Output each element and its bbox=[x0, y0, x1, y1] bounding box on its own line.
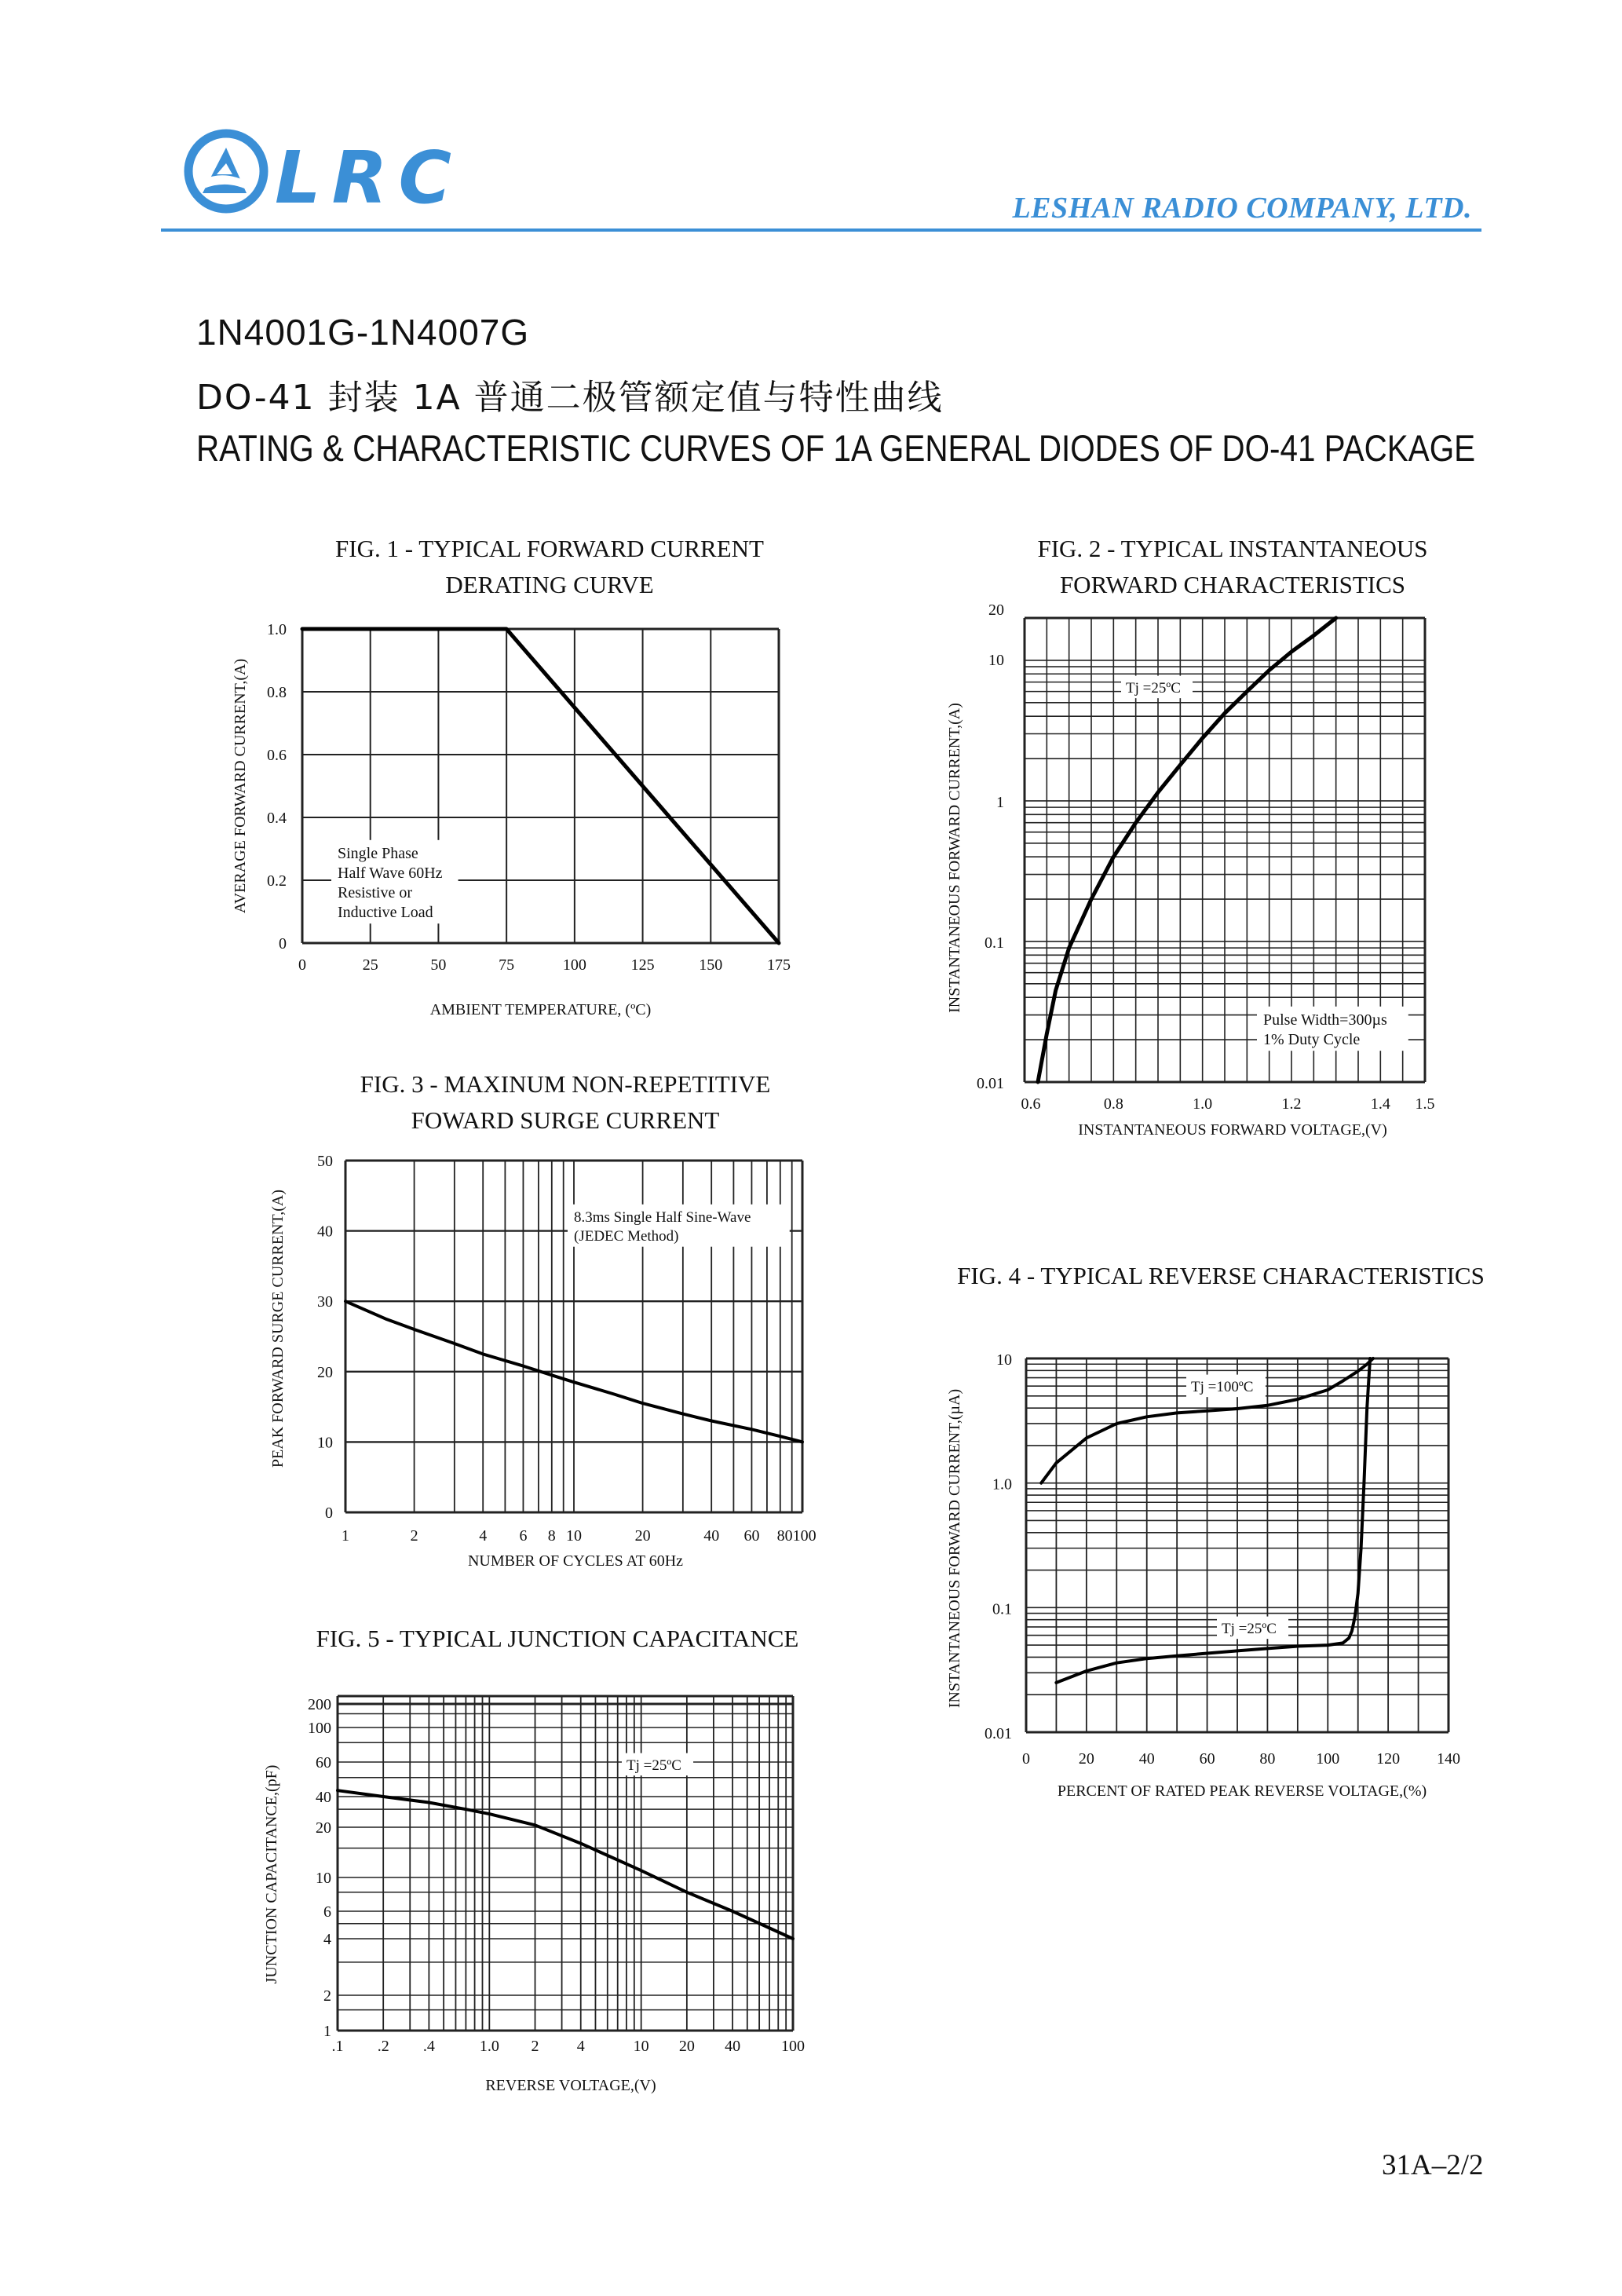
fig2-x-tick-label: 1.2 bbox=[1281, 1095, 1302, 1113]
fig3-y-tick-label: 40 bbox=[317, 1223, 333, 1241]
logo-text: LRC bbox=[275, 136, 462, 218]
fig4-x-tick-label: 140 bbox=[1437, 1750, 1460, 1768]
fig1-y-tick-label: 1.0 bbox=[267, 621, 287, 638]
fig5-x-tick-label: 20 bbox=[678, 2038, 695, 2055]
fig2-pulse-label-line: 1% Duty Cycle bbox=[1263, 1031, 1361, 1048]
fig5-y-tick-label: 100 bbox=[308, 1720, 331, 1737]
fig5-x-tick-label: .2 bbox=[377, 2038, 389, 2055]
fig3-x-tick-label: 8 bbox=[547, 1527, 556, 1545]
fig3-x-tick-label: 80100 bbox=[776, 1527, 816, 1545]
fig4-y-tick-label: 0.1 bbox=[992, 1600, 1012, 1618]
fig1-x-tick-label: 125 bbox=[630, 956, 655, 974]
fig3-title-line2: FOWARD SURGE CURRENT bbox=[411, 1106, 720, 1134]
fig3-annotation-line: 8.3ms Single Half Sine-Wave bbox=[574, 1209, 751, 1226]
fig1-x-axis-label: AMBIENT TEMPERATURE, (ºC) bbox=[429, 1001, 652, 1018]
fig4-y-tick-label: 10 bbox=[996, 1351, 1012, 1369]
fig1-title-line1: FIG. 1 - TYPICAL FORWARD CURRENT bbox=[335, 535, 764, 562]
fig5-x-tick-label: .4 bbox=[422, 2038, 435, 2055]
fig1-y-tick-label: 0.6 bbox=[267, 747, 287, 764]
fig3-y-tick-label: 10 bbox=[317, 1434, 333, 1452]
fig3-x-tick-label: 20 bbox=[634, 1527, 651, 1545]
company-name: LESHAN RADIO COMPANY, LTD. bbox=[1012, 192, 1472, 225]
fig5-x-tick-label: 40 bbox=[725, 2038, 741, 2055]
fig3-x-tick-label: 10 bbox=[566, 1527, 582, 1545]
fig5-x-tick-label: 4 bbox=[576, 2038, 585, 2055]
fig2-y-tick-label: 1 bbox=[996, 793, 1004, 811]
fig2-y-tick-label: 20 bbox=[988, 601, 1004, 619]
fig5-y-tick-label: 20 bbox=[316, 1819, 331, 1837]
fig3-y-tick-label: 0 bbox=[325, 1504, 333, 1522]
fig5-title-line1: FIG. 5 - TYPICAL JUNCTION CAPACITANCE bbox=[316, 1625, 799, 1652]
fig1-y-tick-label: 0.8 bbox=[267, 684, 287, 701]
fig2-y-axis-label: INSTANTANEOUS FORWARD CURRENT,(A) bbox=[946, 703, 963, 1013]
fig2-pulse-label-line: Pulse Width=300µs bbox=[1263, 1011, 1387, 1029]
fig5-x-tick-label: 1.0 bbox=[479, 2038, 499, 2055]
fig1-x-tick-label: 50 bbox=[430, 956, 447, 974]
fig2-y-tick-label: 0.01 bbox=[977, 1075, 1004, 1092]
fig1-x-tick-label: 100 bbox=[562, 956, 586, 974]
fig5-x-tick-label: 100 bbox=[781, 2038, 805, 2055]
fig3-x-axis-label: NUMBER OF CYCLES AT 60Hz bbox=[467, 1552, 684, 1570]
fig5-y-tick-label: 10 bbox=[316, 1870, 331, 1887]
fig2-x-tick-label: 1.4 bbox=[1370, 1095, 1390, 1113]
fig1-y-tick-label: 0.2 bbox=[267, 872, 287, 890]
fig2-tj-label-line: Tj =25ºC bbox=[1126, 680, 1181, 696]
fig4-y-tick-label: 0.01 bbox=[985, 1725, 1012, 1742]
part-numbers-title: 1N4001G-1N4007G bbox=[196, 312, 530, 353]
fig3-x-tick-label: 40 bbox=[703, 1527, 720, 1545]
fig3-x-tick-label: 4 bbox=[479, 1527, 488, 1545]
fig3-x-tick-label: 2 bbox=[410, 1527, 418, 1545]
fig4-x-tick-label: 0 bbox=[1022, 1750, 1030, 1768]
fig3-x-tick-label: 60 bbox=[743, 1527, 760, 1545]
fig5-y-tick-label: 2 bbox=[323, 1987, 331, 2005]
fig1-x-tick-label: 75 bbox=[499, 956, 515, 974]
fig2-title-line2: FORWARD CHARACTERISTICS bbox=[1059, 571, 1406, 598]
fig5-y-tick-label: 200 bbox=[308, 1696, 331, 1713]
fig4-title-line1: FIG. 4 - TYPICAL REVERSE CHARACTERISTICS bbox=[957, 1262, 1485, 1289]
fig1-x-tick-label: 150 bbox=[699, 956, 723, 974]
fig3-x-tick-label: 1 bbox=[342, 1527, 349, 1545]
fig4-tj100-label-line: Tj =100ºC bbox=[1191, 1379, 1254, 1395]
fig4-x-tick-label: 40 bbox=[1138, 1750, 1155, 1768]
fig5-x-tick-label: 2 bbox=[531, 2038, 539, 2055]
fig4-x-tick-label: 80 bbox=[1259, 1750, 1276, 1768]
fig5-y-axis-label: JUNCTION CAPACITANCE,(pF) bbox=[263, 1764, 280, 1984]
fig4-x-axis-label: PERCENT OF RATED PEAK REVERSE VOLTAGE,(%) bbox=[1057, 1782, 1427, 1800]
fig3-y-axis-label: PEAK FORWARD SURGE CURRENT,(A) bbox=[269, 1189, 287, 1468]
fig2-x-tick-label: 0.6 bbox=[1021, 1095, 1041, 1113]
fig4-x-tick-label: 100 bbox=[1316, 1750, 1340, 1768]
fig2-x-tick-label: 1.5 bbox=[1415, 1095, 1435, 1113]
fig1-x-tick-label: 175 bbox=[767, 956, 791, 974]
fig2-y-tick-label: 0.1 bbox=[985, 934, 1004, 952]
page-number: 31A–2/2 bbox=[1382, 2149, 1484, 2181]
fig4-x-tick-label: 20 bbox=[1078, 1750, 1094, 1768]
fig5-y-tick-label: 40 bbox=[316, 1789, 331, 1806]
fig1-x-tick-label: 25 bbox=[362, 956, 378, 974]
fig1-annotation-line: Single Phase bbox=[338, 845, 418, 862]
fig3-y-tick-label: 50 bbox=[317, 1153, 333, 1170]
fig4-y-tick-label: 1.0 bbox=[992, 1475, 1012, 1493]
fig2-title-line1: FIG. 2 - TYPICAL INSTANTANEOUS bbox=[1037, 535, 1428, 562]
fig5-y-tick-label: 1 bbox=[323, 2023, 331, 2040]
fig4-tj25-label-line: Tj =25ºC bbox=[1222, 1621, 1277, 1637]
fig3-y-tick-label: 30 bbox=[317, 1293, 333, 1311]
fig1-annotation-line: Inductive Load bbox=[338, 904, 433, 921]
fig5-capacitance-curve bbox=[338, 1790, 793, 1939]
fig1-y-tick-label: 0 bbox=[279, 935, 287, 952]
fig3-x-tick-label: 6 bbox=[519, 1527, 528, 1545]
fig5-y-tick-label: 6 bbox=[323, 1903, 331, 1921]
fig2-y-tick-label: 10 bbox=[988, 651, 1004, 669]
fig2-x-tick-label: 1.0 bbox=[1193, 1095, 1213, 1113]
fig1-title-line2: DERATING CURVE bbox=[445, 571, 654, 598]
fig1-y-axis-label: AVERAGE FORWARD CURRENT,(A) bbox=[232, 658, 249, 914]
fig3-title-line1: FIG. 3 - MAXINUM NON-REPETITIVE bbox=[360, 1070, 771, 1098]
fig4-x-tick-label: 60 bbox=[1199, 1750, 1215, 1768]
fig4-x-tick-label: 120 bbox=[1376, 1750, 1401, 1768]
fig2-x-tick-label: 0.8 bbox=[1103, 1095, 1123, 1113]
fig1-annotation-line: Half Wave 60Hz bbox=[338, 865, 443, 882]
fig1-y-tick-label: 0.4 bbox=[267, 810, 287, 827]
fig3-annotation-line: (JEDEC Method) bbox=[574, 1227, 679, 1245]
fig1-x-tick-label: 0 bbox=[298, 956, 306, 974]
fig5-x-tick-label: .1 bbox=[331, 2038, 344, 2055]
fig5-x-tick-label: 10 bbox=[633, 2038, 649, 2055]
fig3-y-tick-label: 20 bbox=[317, 1363, 333, 1381]
fig2-x-axis-label: INSTANTANEOUS FORWARD VOLTAGE,(V) bbox=[1078, 1121, 1387, 1139]
fig4-y-axis-label: INSTANTANEOUS FORWARD CURRENT,(µA) bbox=[946, 1388, 963, 1709]
fig5-tj-label-line: Tj =25ºC bbox=[627, 1757, 681, 1774]
chinese-title: DO-41 封装 1A 普通二极管额定值与特性曲线 bbox=[196, 378, 944, 418]
fig1-annotation-line: Resistive or bbox=[338, 884, 412, 901]
fig5-x-axis-label: REVERSE VOLTAGE,(V) bbox=[485, 2077, 656, 2094]
english-title: RATING & CHARACTERISTIC CURVES OF 1A GENERAL DIODES OF DO-41 PACKAGE bbox=[196, 427, 1476, 469]
fig5-y-tick-label: 4 bbox=[323, 1931, 331, 1948]
fig5-y-tick-label: 60 bbox=[316, 1754, 331, 1771]
